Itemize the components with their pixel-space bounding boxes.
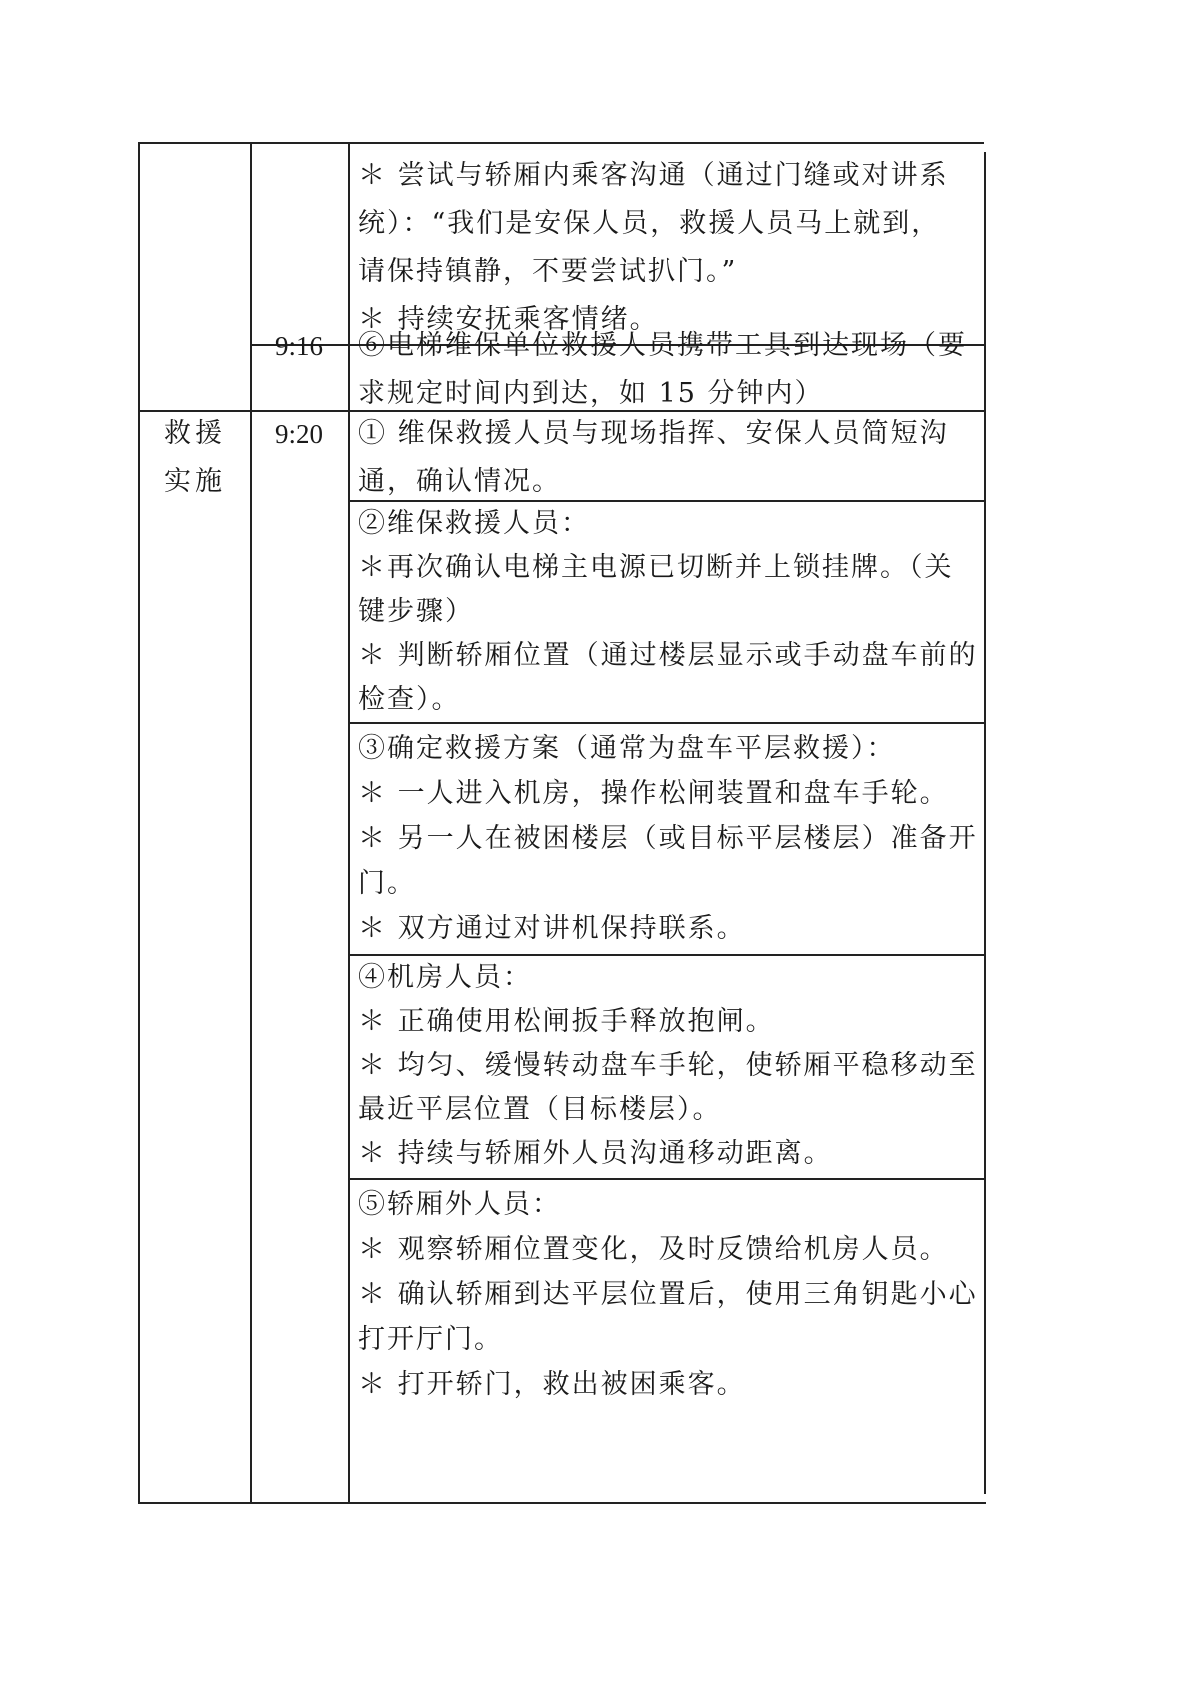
text-line: ⑥电梯维保单位救援人员携带工具到达现场（要 — [358, 330, 967, 361]
text-line: 门。 — [358, 868, 416, 899]
row-divider-4 — [348, 722, 986, 724]
cell-step2-content — [358, 502, 978, 722]
text-line: ＊ 均匀、缓慢转动盘车手轮，使轿厢平稳移动至 — [358, 1050, 978, 1081]
procedure-table — [138, 142, 984, 1504]
text-line: ＊ 持续安抚乘客情绪。 — [358, 304, 659, 335]
text-line: 统）：“我们是安保人员，救援人员马上就到， — [358, 208, 941, 239]
cell-step5-content — [358, 1182, 978, 1407]
text-line: ＊ 双方通过对讲机保持联系。 — [358, 913, 746, 944]
column-divider-time — [348, 144, 350, 1504]
text-line: 求规定时间内到达，如 15 分钟内） — [358, 378, 824, 409]
text-line: ＊ 观察轿厢位置变化，及时反馈给机房人员。 — [358, 1234, 949, 1265]
text-line: 最近平层位置（目标楼层）。 — [358, 1094, 722, 1125]
cell-continuation-content — [358, 152, 978, 344]
cell-step3-content — [358, 726, 978, 951]
stage-label-line2: 实施 — [164, 466, 226, 497]
text-line: ③确定救援方案（通常为盘车平层救援）： — [358, 733, 896, 764]
text-line: 请保持镇静，不要尝试扒门。” — [358, 256, 738, 287]
text-line: ＊ 打开轿门，救出被困乘客。 — [358, 1369, 746, 1400]
text-line: 键步骤） — [358, 596, 474, 627]
text-line: ① 维保救援人员与现场指挥、安保人员简短沟 — [358, 418, 949, 449]
text-line: ②维保救援人员： — [358, 508, 590, 539]
text-line: 检查）。 — [358, 684, 461, 715]
text-line: ＊ 另一人在被困楼层（或目标平层楼层）准备开 — [358, 823, 978, 854]
stage-label — [140, 410, 250, 506]
text-line: ＊再次确认电梯主电源已切断并上锁挂牌。（关 — [358, 552, 954, 583]
cell-step4-content — [358, 956, 978, 1176]
text-line: ＊ 正确使用松闸扳手释放抱闸。 — [358, 1006, 775, 1037]
cell-916-content — [358, 322, 978, 418]
text-line: 打开厅门。 — [358, 1324, 503, 1355]
text-line: 通，确认情况。 — [358, 466, 561, 497]
text-line: ＊ 确认轿厢到达平层位置后，使用三角钥匙小心 — [358, 1279, 978, 1310]
text-line: ⑤轿厢外人员： — [358, 1189, 561, 1220]
text-line: ＊ 判断轿厢位置（通过楼层显示或手动盘车前的 — [358, 640, 978, 671]
text-line: ＊ 尝试与轿厢内乘客沟通（通过门缝或对讲系 — [358, 160, 949, 191]
table-bottom-border — [140, 1502, 986, 1504]
table-right-border — [984, 152, 986, 1494]
row-divider-6 — [348, 1178, 986, 1180]
stage-label-line1: 救援 — [164, 418, 226, 449]
text-line: ＊ 一人进入机房，操作松闸装置和盘车手轮。 — [358, 778, 949, 809]
text-line: ＊ 持续与轿厢外人员沟通移动距离。 — [358, 1138, 833, 1169]
cell-920-content — [358, 410, 978, 506]
time-920: 9:20 — [274, 419, 323, 449]
text-line: ④机房人员： — [358, 962, 532, 993]
time-916: 9:16 — [274, 331, 323, 361]
